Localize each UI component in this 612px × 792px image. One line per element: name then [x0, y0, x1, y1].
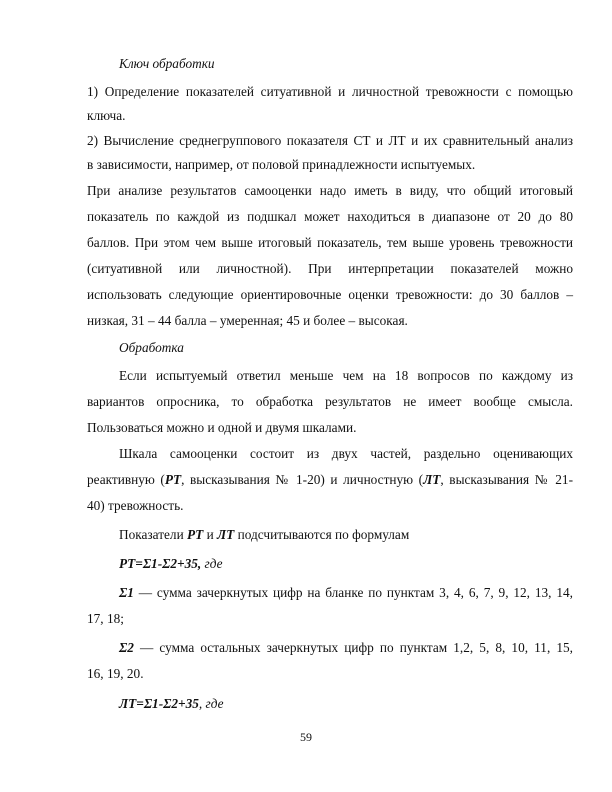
para3-line-3: 40) тревожность. [87, 498, 184, 513]
sigma2-line-1: Σ2 — сумма остальных зачеркнутых цифр по пунктам 1,2, 5, 8, 10, 11, 15, [119, 640, 573, 655]
heading-processing: Обработка [119, 340, 184, 355]
heading-key: Ключ обработки [119, 56, 215, 71]
para2-line-3: Пользоваться можно и одной и двумя шкалами. [87, 420, 357, 435]
sigma2-line-2: 16, 19, 20. [87, 666, 144, 681]
item-2-line-1: 2) Вычисление среднегруппового показателя СТ и ЛТ и их сравнительный анализ [87, 133, 573, 148]
para3-line-2: реактивную (РТ, высказывания № 1-20) и личностную (ЛТ, высказывания № 21- [87, 472, 573, 487]
para1-line-1: При анализе результатов самооценки надо иметь в виду, что общий итоговый [87, 183, 573, 198]
para1-line-6: низкая, 31 – 44 балла – умеренная; 45 и более – высокая. [87, 313, 408, 328]
para4-line: Показатели РТ и ЛТ подсчитываются по формулам [119, 527, 410, 542]
para3-line-1: Шкала самооценки состоит из двух частей, раздельно оценивающих [119, 446, 573, 461]
sigma1-line-1: Σ1 — сумма зачеркнутых цифр на бланке по пунктам 3, 4, 6, 7, 9, 12, 13, 14, [119, 585, 573, 600]
page-number: 59 [300, 730, 312, 744]
para1-line-2: показатель по каждой из подшкал может находиться в диапазоне от 20 до 80 [87, 209, 573, 224]
formula-rt: РТ=Σ1-Σ2+35, где [119, 556, 223, 571]
para2-line-1: Если испытуемый ответил меньше чем на 18 вопросов по каждому из [119, 368, 573, 383]
para1-line-4: (ситуативной или личностной). При интерпретации показателей можно [87, 261, 573, 276]
para2-line-2: вариантов опросника, то обработка результатов не имеет вообще смысла. [87, 394, 573, 409]
para1-line-5: использовать следующие ориентировочные оценки тревожности: до 30 баллов – [87, 287, 573, 302]
item-1-line-1: 1) Определение показателей ситуативной и личностной тревожности с помощью [87, 84, 573, 99]
sigma1-line-2: 17, 18; [87, 611, 124, 626]
para1-line-3: баллов. При этом чем выше итоговый показатель, тем выше уровень тревожности [87, 235, 573, 250]
item-1-line-2: ключа. [87, 108, 126, 123]
item-2-line-2: в зависимости, например, от половой принадлежности испытуемых. [87, 157, 476, 172]
formula-lt: ЛТ=Σ1-Σ2+35, где [119, 696, 224, 711]
